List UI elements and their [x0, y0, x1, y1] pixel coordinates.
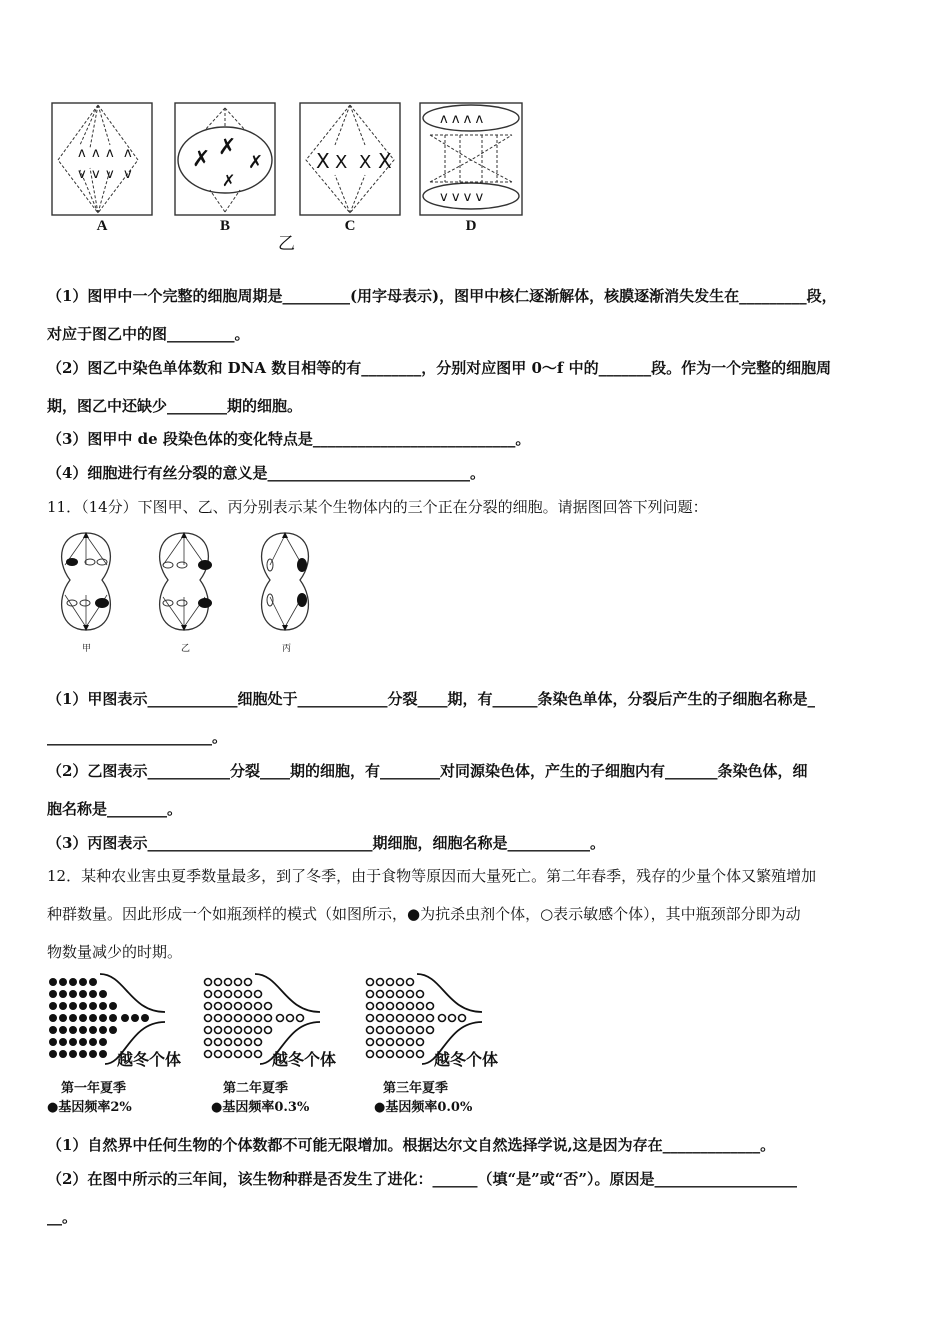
- q10-part1-line1: （1）图甲中一个完整的细胞周期是_________(用字母表示)，图甲中核仁逐渐解体，核膜逐渐消失发生在_________段，: [47, 287, 837, 305]
- svg-text:ʌ: ʌ: [78, 146, 86, 161]
- panel1-season: 第一年夏季: [61, 1081, 127, 1096]
- panel2-season: 第二年夏季: [223, 1081, 289, 1096]
- svg-text:X: X: [359, 152, 372, 173]
- svg-text:X: X: [316, 149, 330, 173]
- svg-text:v: v: [106, 167, 114, 182]
- panel2-freq: ●基因频率0.3%: [211, 1100, 310, 1115]
- q11-part2-line2: 胞名称是________。: [47, 800, 183, 818]
- q12-part2-line1: （2）在图中所示的三年间，该生物种群是否发生了进化：______（填“是”或“否”）。原因是___________________: [47, 1170, 797, 1188]
- q11-part3: （3）丙图表示______________________________期细胞，细胞名称是___________。: [47, 834, 605, 852]
- q12-stem-line2: 种群数量。因此形成一个如瓶颈样的模式（如图所示，●为抗杀虫剂个体，○表示敏感个体），其中瓶颈部分即为动: [47, 905, 801, 923]
- fig-yi-label-a: A: [96, 218, 108, 234]
- svg-text:v: v: [92, 167, 100, 182]
- q10-part3: （3）图甲中 de 段染色体的变化特点是___________________________。: [47, 430, 531, 448]
- q10-part2-line1: （2）图乙中染色单体数和 DNA 数目相等的有________，分别对应图甲 0～f 中的_______段。作为一个完整的细胞周: [47, 359, 832, 377]
- panel3-season: 第三年夏季: [383, 1081, 449, 1096]
- svg-text:v: v: [124, 167, 132, 182]
- figure-cells: [50, 525, 340, 640]
- svg-text:✗: ✗: [222, 171, 236, 190]
- panel1-freq: ●基因频率2%: [47, 1100, 132, 1115]
- svg-text:ʌ ᴧ ʌ ʌ: ʌ ᴧ ʌ ʌ: [440, 112, 484, 127]
- q12-stem-line1: 12．某种农业害虫夏季数量最多，到了冬季，由于食物等原因而大量死亡。第二年春季，残存的少量个体又繁殖增加: [47, 867, 817, 885]
- q10-part4: （4）细胞进行有丝分裂的意义是___________________________。: [47, 464, 485, 482]
- fig-yi-caption: 乙: [278, 234, 295, 254]
- q12-stem-line3: 物数量减少的时期。: [47, 943, 183, 961]
- cell-label-jia: 甲: [82, 644, 92, 654]
- figure-yi: [50, 100, 530, 250]
- svg-text:✗: ✗: [192, 147, 211, 172]
- fig-yi-label-c: C: [344, 218, 356, 234]
- q10-part2-line2: 期，图乙中还缺少________期的细胞。: [47, 397, 303, 415]
- panel1-overwinter: 越冬个体: [117, 1050, 182, 1069]
- fig-yi-label-b: B: [219, 218, 230, 234]
- q12-part2-line2: __。: [47, 1208, 78, 1226]
- svg-text:✗: ✗: [248, 152, 264, 173]
- svg-text:X: X: [335, 152, 348, 173]
- panel3-freq: ●基因频率0.0%: [374, 1100, 473, 1115]
- panel3-overwinter: 越冬个体: [434, 1050, 499, 1069]
- svg-text:v v v v: v v v v: [440, 190, 484, 205]
- q11-part2-line1: （2）乙图表示___________分裂____期的细胞，有________对同源染色体，产生的子细胞内有_______条染色体，细: [47, 762, 808, 780]
- q12-part1: （1）自然界中任何生物的个体数都不可能无限增加。根据达尔文自然选择学说,这是因为存在_____________。: [47, 1136, 776, 1154]
- panel2-overwinter: 越冬个体: [272, 1050, 337, 1069]
- q11-part1-line2: ______________________。: [47, 728, 228, 746]
- q11-part1-line1: （1）甲图表示____________细胞处于____________分裂____期，有______条染色单体，分裂后产生的子细胞名称是_: [47, 690, 815, 708]
- cell-label-bing: 丙: [282, 644, 292, 654]
- svg-text:ᴧ: ᴧ: [106, 146, 114, 161]
- svg-text:v: v: [78, 167, 86, 182]
- fig-yi-label-d: D: [465, 218, 477, 234]
- svg-text:✗: ✗: [218, 135, 237, 160]
- cell-label-yi: 乙: [181, 644, 191, 654]
- q10-part1-line2: 对应于图乙中的图_________。: [47, 325, 250, 343]
- q11-stem: 11．（14分）下图甲、乙、丙分别表示某个生物体内的三个正在分裂的细胞。请据图回答下列问题：: [47, 498, 708, 516]
- svg-text:X: X: [378, 149, 392, 173]
- svg-text:ʌ: ʌ: [124, 146, 132, 161]
- svg-text:ᴧ: ᴧ: [92, 146, 100, 161]
